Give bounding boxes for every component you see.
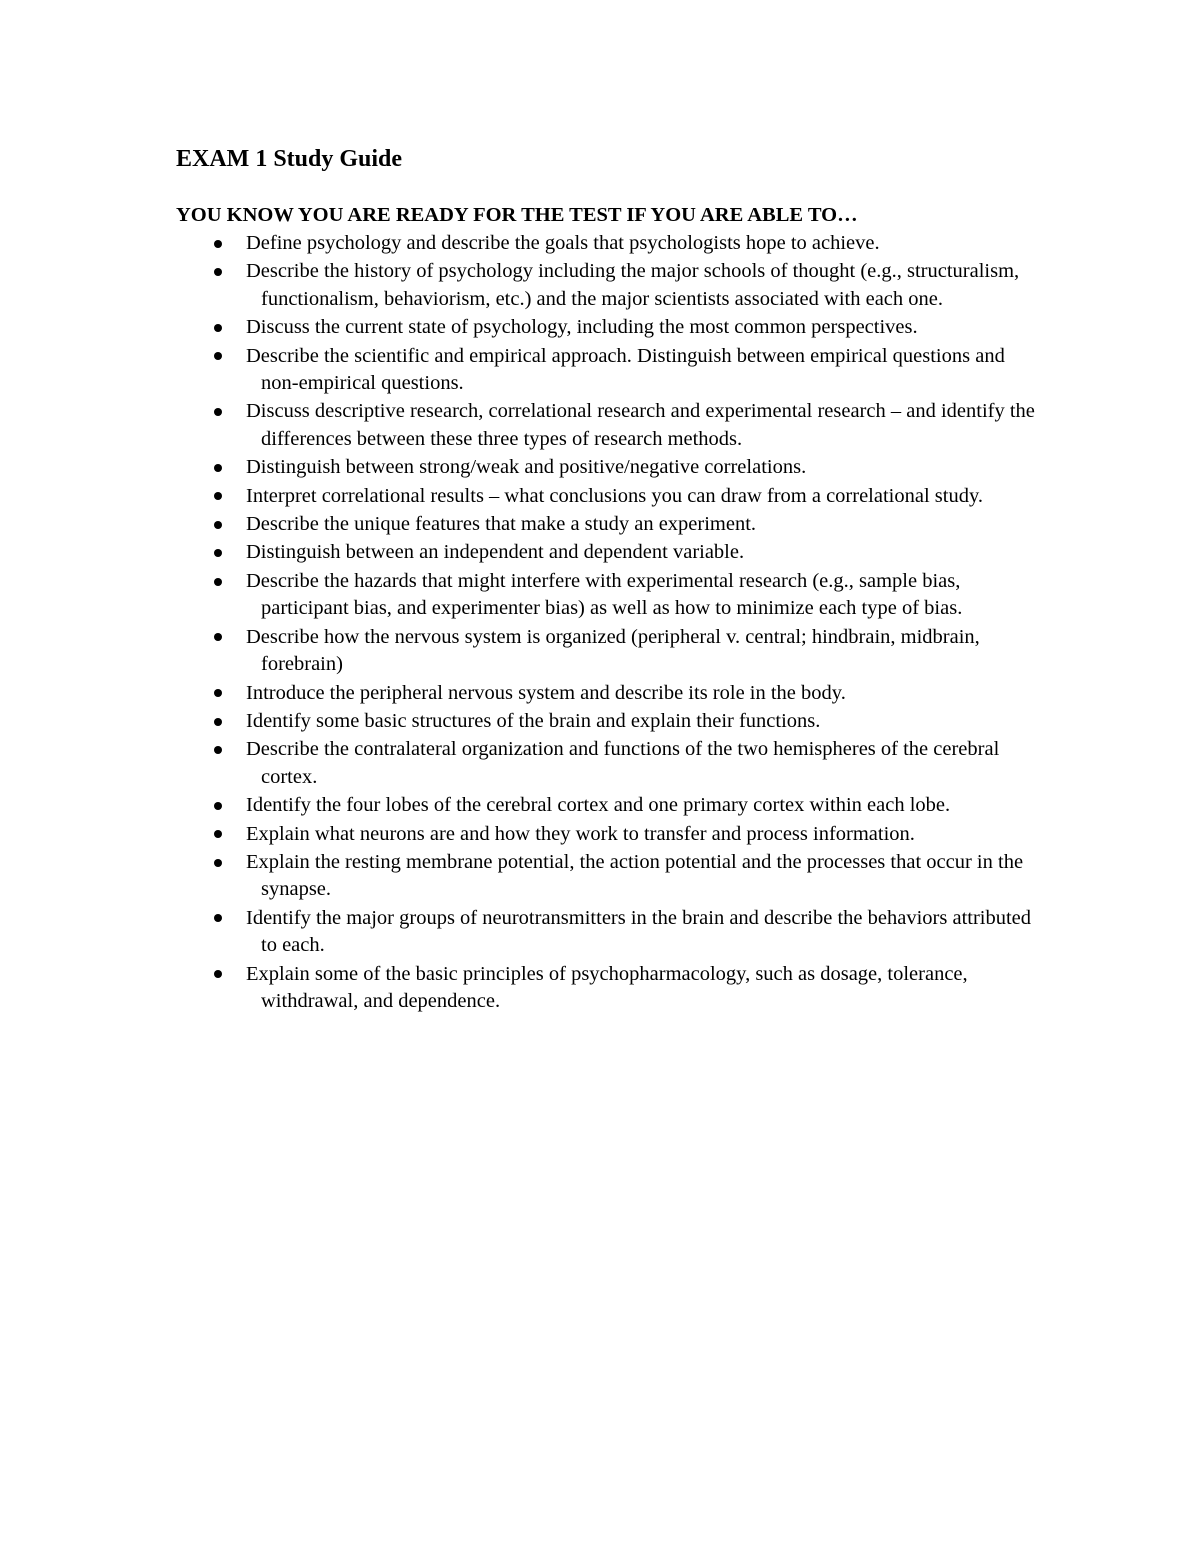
list-item [212, 792, 1042, 819]
bullet-icon [212, 258, 224, 285]
section-heading: YOU KNOW YOU ARE READY FOR THE TEST IF YOU ARE ABLE TO… [176, 204, 858, 226]
bullet-icon [212, 961, 224, 988]
bullet-icon [212, 568, 224, 595]
list-item [212, 230, 1042, 257]
list-item-text: Explain some of the basic principles of psychopharmacology, such as dosage, tolerance, withdrawal, and dependence. [246, 962, 968, 1012]
list-item-text: Discuss descriptive research, correlational research and experimental research – and identify the differences between these three types of research methods. [246, 400, 1035, 450]
objectives-list [212, 230, 1042, 1016]
list-item-text: Describe how the nervous system is organized (peripheral v. central; hindbrain, midbrain, forebrain) [246, 625, 980, 676]
list-item-text: Identify the four lobes of the cerebral cortex and one primary cortex within each lobe. [246, 794, 951, 817]
bullet-icon [212, 343, 224, 370]
bullet-icon [212, 736, 224, 763]
page-title: EXAM 1 Study Guide [176, 146, 403, 172]
list-item [212, 736, 1042, 791]
bullet-icon [212, 792, 224, 819]
bullet-icon [212, 905, 224, 932]
list-item-text: Interpret correlational results – what conclusions you can draw from a correlational study. [246, 484, 983, 507]
bullet-icon [212, 821, 224, 848]
bullet-icon [212, 314, 224, 341]
bullet-icon [212, 680, 224, 707]
list-item-text: Identify the major groups of neurotransmitters in the brain and describe the behaviors attributed to each. [246, 906, 1032, 957]
list-item [212, 511, 1042, 538]
list-item [212, 568, 1042, 623]
list-item-text: Describe the history of psychology including the major schools of thought (e.g., structuralism, functionalism, behaviorism, etc.) and the major scientists associated with each one. [246, 260, 1020, 310]
list-item [212, 905, 1042, 960]
list-item-text: Introduce the peripheral nervous system and describe its role in the body. [246, 681, 846, 704]
bullet-icon [212, 398, 224, 425]
list-item-text: Describe the unique features that make a study an experiment. [246, 513, 757, 536]
bullet-icon [212, 230, 224, 257]
bullet-icon [212, 624, 224, 651]
list-item-text: Define psychology and describe the goals that psychologists hope to achieve. [246, 232, 880, 254]
list-item-text: Discuss the current state of psychology, including the most common perspectives. [246, 316, 918, 339]
list-item [212, 539, 1042, 566]
list-item [212, 314, 1042, 341]
list-item-text: Describe the hazards that might interfere with experimental research (e.g., sample bias, participant bias, and experimenter bias) as well as how to minimize each type of bias. [246, 569, 963, 620]
list-item-text: Distinguish between strong/weak and positive/negative correlations. [246, 456, 807, 479]
list-item [212, 258, 1042, 313]
bullet-icon [212, 483, 224, 510]
bullet-icon [212, 454, 224, 481]
list-item [212, 708, 1042, 735]
bullet-icon [212, 511, 224, 538]
list-item-text: Distinguish between an independent and dependent variable. [246, 541, 745, 564]
list-item [212, 961, 1042, 1016]
list-item-text: Explain the resting membrane potential, the action potential and the processes that occur in the synapse. [246, 850, 1024, 901]
list-item [212, 624, 1042, 679]
list-item-text: Describe the scientific and empirical approach. Distinguish between empirical questions and non-empirical questions. [246, 344, 1005, 395]
list-item [212, 343, 1042, 398]
list-item [212, 821, 1042, 848]
list-item-text: Explain what neurons are and how they work to transfer and process information. [246, 822, 915, 845]
list-item-text: Describe the contralateral organization and functions of the two hemispheres of the cerebral cortex. [246, 738, 1000, 788]
list-item [212, 483, 1042, 510]
list-item-text: Identify some basic structures of the brain and explain their functions. [246, 709, 821, 732]
bullet-icon [212, 539, 224, 566]
list-item [212, 454, 1042, 481]
list-item [212, 680, 1042, 707]
list-item [212, 849, 1042, 904]
list-item [212, 398, 1042, 453]
bullet-icon [212, 849, 224, 876]
bullet-icon [212, 708, 224, 735]
